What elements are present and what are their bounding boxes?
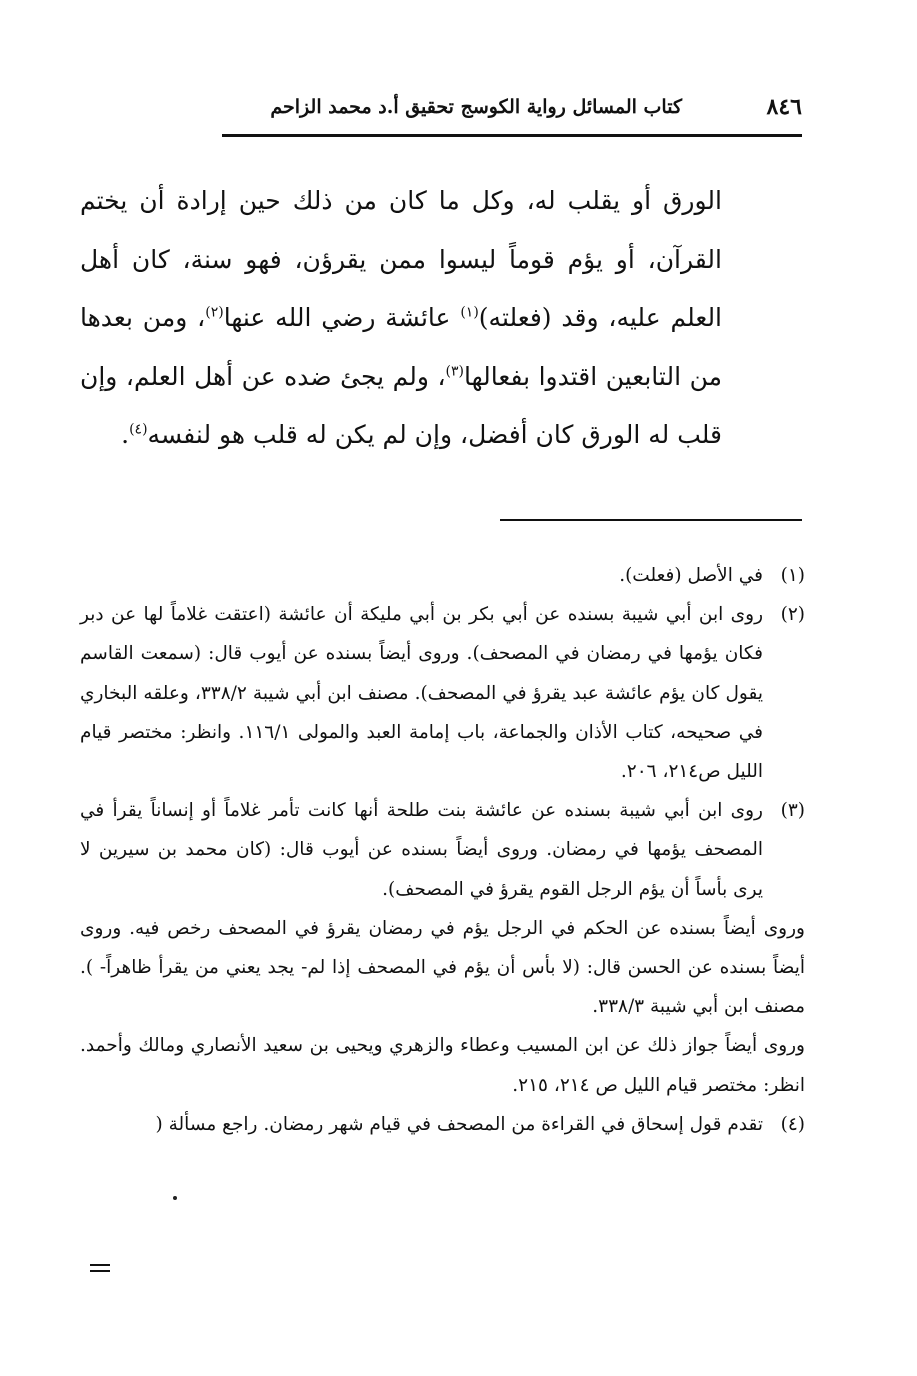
- footnote-3-continuation: [80, 909, 805, 1027]
- text-run: ، ولم يجئ ضده عن أهل العلم، وإن قلب له الورق كان أفضل، وإن لم يكن له قلب هو لنفسه: [80, 361, 722, 449]
- footnote-3: [80, 791, 805, 909]
- page-number: ٨٤٦: [766, 94, 802, 120]
- ink-dot: [173, 1196, 177, 1200]
- text-run: ، ومن بعدها من التابعين اقتدوا بفعالها: [80, 303, 722, 391]
- footnote-text: في الأصل (فعلت).: [619, 565, 763, 586]
- text-run: الورق أو يقلب له، وكل ما كان من ذلك حين إرادة أن يختم القرآن، أو يؤم قوماً ليسوا ممن يقرؤن، فهو سنة، كان أهل العلم عليه، وقد (فعلته): [80, 186, 723, 332]
- footnote-3-continuation: [80, 1026, 805, 1104]
- footnote-text: تقدم قول إسحاق في القراءة من المصحف في قيام شهر رمضان. راجع مسألة (: [155, 1113, 763, 1135]
- text-run: عائشة رضي الله عنها: [223, 303, 461, 332]
- footnote-number: (٤): [780, 1113, 805, 1135]
- header-rule: [222, 134, 802, 137]
- footnote-text: روى ابن أبي شيبة بسنده عن عائشة بنت طلحة أنها كانت تأمر غلاماً أو إنساناً يقرأ في المصحف يؤمها في رمضان. وروى أيضاً بسنده عن أيوب قال: (كان محمد بن سيرين لا يرى بأساً أن يؤم الرجل القوم يقرؤ في المصحف).: [80, 800, 763, 900]
- footnote-2: [80, 595, 805, 791]
- footnote-number: (١): [780, 565, 805, 586]
- footnote-text: وروى أيضاً بسنده عن الحكم في الرجل يؤم في رمضان يقرؤ في المصحف رخص فيه. وروى أيضاً بسنده عن الحسن قال: (لا بأس أن يؤم في المصحف إذا لم- يجد يعني من يقرأ ظاهراً- ). مصنف ابن أبي شيبة ٣٣٨/٣.: [80, 917, 805, 1018]
- footnote-1: [80, 556, 805, 595]
- footnote-number: (٣): [780, 800, 805, 822]
- footnote-ref-1: (١): [460, 304, 479, 321]
- footnote-ref-2: (٢): [205, 304, 224, 321]
- footnote-ref-3: (٣): [445, 363, 465, 380]
- main-text: [80, 172, 722, 465]
- footnote-separator: [500, 519, 802, 521]
- continuation-mark: [90, 1264, 110, 1272]
- main-paragraph: [80, 172, 722, 465]
- running-title: كتاب المسائل رواية الكوسج تحقيق أ.د محمد الزاحم: [270, 96, 682, 118]
- page-header: [222, 88, 802, 132]
- text-run: .: [121, 420, 130, 449]
- footnote-4: [80, 1105, 805, 1144]
- footnote-text: وروى أيضاً جواز ذلك عن ابن المسيب وعطاء والزهري ويحيى بن سعيد الأنصاري ومالك وأحمد. انظر: مختصر قيام الليل ص ٢١٤، ٢١٥.: [80, 1035, 805, 1096]
- footnote-ref-4: (٤): [129, 421, 148, 438]
- footnote-number: (٢): [780, 604, 805, 626]
- footnotes: [80, 556, 805, 1144]
- footnote-text: روى ابن أبي شيبة بسنده عن أبي بكر بن أبي مليكة أن عائشة (اعتقت غلاماً لها عن دبر فكان يؤمها في رمضان في المصحف). وروى أيضاً بسنده عن أيوب قال: (سمعت القاسم يقول كان يؤم عائشة عبد يقرؤ في المصحف). مصنف ابن أبي شيبة ٣٣٨/٢، وعلقه البخاري في صحيحه، كتاب الأذان والجماعة، باب إمامة العبد والمولى ١١٦/١. وانظر: مختصر قيام الليل ص٢١٤، ٢٠٦.: [80, 604, 764, 783]
